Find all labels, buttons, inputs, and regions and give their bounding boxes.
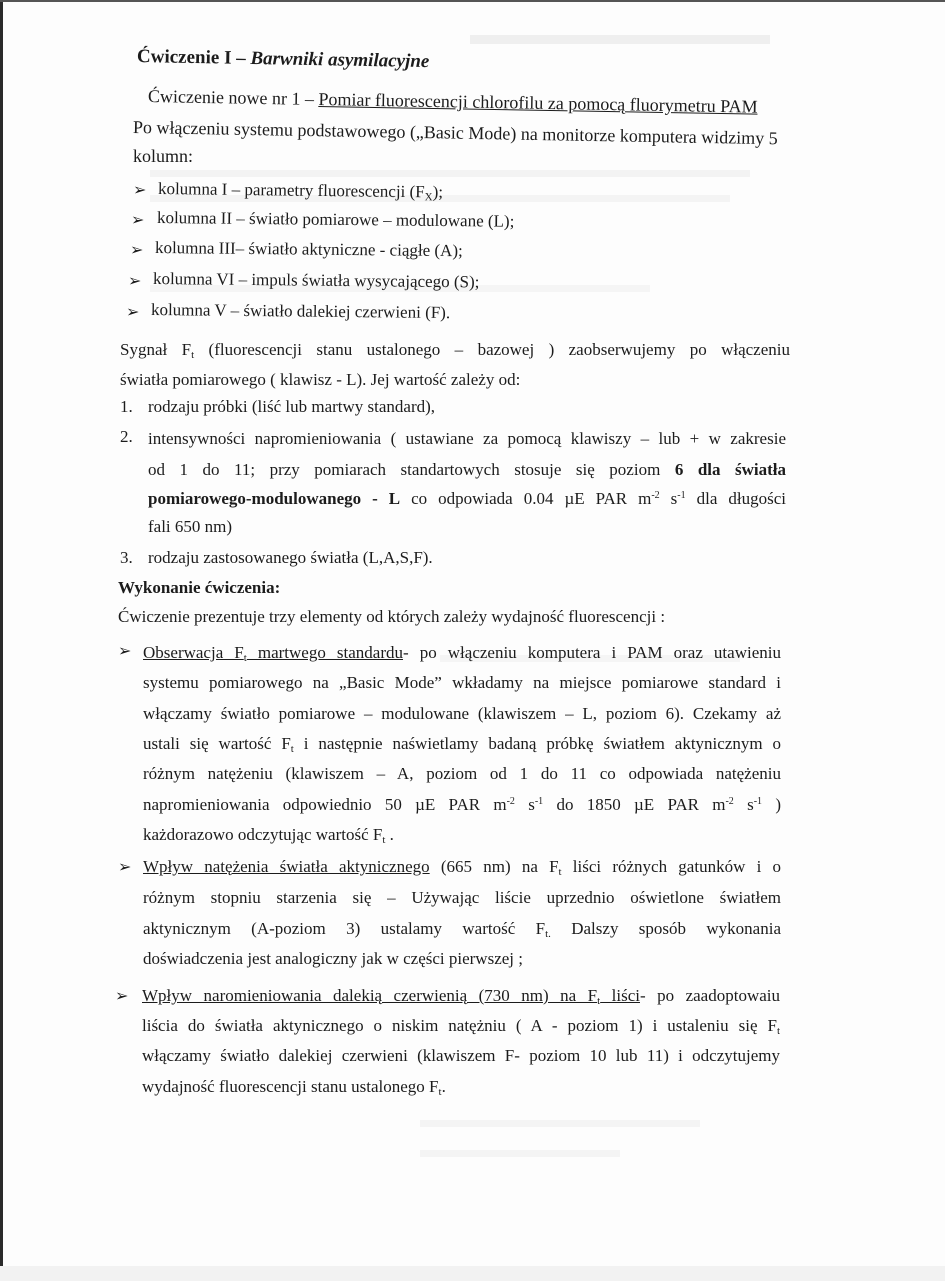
execution-intro: Ćwiczenie prezentuje trzy elementy od których zależy wydajność fluorescencji : <box>118 607 666 626</box>
arrow-bullet-icon: ➢ <box>115 988 129 1005</box>
scan-edge-left <box>0 0 3 1281</box>
arrow-bullet-icon: ➢ <box>118 643 132 660</box>
item-line: Obserwacja $F_t$ martwego standardu- po włączeniu komputera i PAM oraz utawieniu <box>143 643 781 664</box>
item-line: wydajność fluorescencji stanu ustalonego $F_t$. <box>142 1077 446 1098</box>
scan-edge-bottom <box>0 1266 945 1281</box>
arrow-bullet-icon: ➢ <box>131 212 145 229</box>
item-line: różnym stopniu starzenia się – Używając liście uprzednio oświetlone światłem <box>143 888 781 907</box>
item-line: różnym natężeniu (klawiszem – A, poziom od 1 do 11 co odpowiada natężeniu <box>143 764 781 783</box>
signal-line-1: Sygnał $F_t$ (fluorescencji stanu ustalonego – bazowej ) zaobserwujemy po włączeniu <box>120 340 790 361</box>
list-item: kolumna V – światło dalekiej czerwieni (F). <box>150 300 451 323</box>
list-item-continuation: pomiarowego-modulowanego - L co odpowiada 0.04 µE PAR $m^{-2}$ $s^{-1}$ dla długości <box>148 489 786 508</box>
list-item: rodzaju próbki (liść lub martwy standard), <box>148 397 436 416</box>
section-heading: Wykonanie ćwiczenia: <box>118 578 281 597</box>
list-number: 1. <box>120 397 133 416</box>
arrow-bullet-icon: ➢ <box>130 242 144 259</box>
item-line: systemu pomiarowego na „Basic Mode” wkładamy na miejsce pomiarowe standard i <box>143 673 781 692</box>
intro-line-2: kolumn: <box>133 146 194 166</box>
signal-line-2: światła pomiarowego ( klawisz - L). Jej wartość zależy od: <box>120 370 521 389</box>
arrow-bullet-icon: ➢ <box>133 182 147 199</box>
list-item: kolumna VI – impuls światła wysycającego (S); <box>152 269 480 292</box>
list-item: intensywności napromieniowania ( ustawiane za pomocą klawiszy – lub + w zakresie <box>148 429 786 448</box>
list-item-continuation: fali 650 nm) <box>148 517 233 536</box>
arrow-bullet-icon: ➢ <box>126 304 140 321</box>
item-line: Wpływ naromieniowania dalekią czerwienią (730 nm) na $F_t$ liści- po zaadoptowaiu <box>142 986 780 1007</box>
item-line: Wpływ natężenia światła aktynicznego (665 nm) na $F_t$ liści różnych gatunków i o <box>143 857 781 878</box>
list-item: rodzaju zastosowanego światła (L,A,S,F). <box>148 548 433 567</box>
scan-edge-top <box>0 0 945 2</box>
list-number: 3. <box>120 548 133 567</box>
item-line: włączamy światło pomiarowe – modulowane (klawiszem – L, poziom 6). Czekamy aż <box>143 704 781 723</box>
arrow-bullet-icon: ➢ <box>118 859 132 876</box>
item-line: każdorazowo odczytując wartość $F_t$ . <box>143 825 394 846</box>
page-title: Ćwiczenie I – Barwniki asymilacyjne <box>136 46 430 73</box>
arrow-bullet-icon: ➢ <box>128 273 142 290</box>
list-item-continuation: od 1 do 11; przy pomiarach standartowych stosuje się poziom 6 dla światła <box>148 460 786 479</box>
intro-line-1: Po włączeniu systemu podstawowego („Basic Mode) na monitorze komputera widzimy 5 <box>132 117 778 149</box>
item-line: ustali się wartość $F_t$ i następnie naświetlamy badaną próbkę światłem aktynicznym o <box>143 734 781 755</box>
item-line: włączamy światło dalekiej czerwieni (klawiszem F- poziom 10 lub 11) i odczytujemy <box>142 1046 780 1065</box>
exercise-subtitle: Ćwiczenie nowe nr 1 – Pomiar fluorescencji chlorofilu za pomocą fluorymetru PAM <box>147 86 758 117</box>
list-number: 2. <box>120 427 133 446</box>
item-line: liścia do światła aktynicznego o niskim natężniu ( A - poziom 1) i ustaleniu się $F_t$ <box>142 1016 780 1037</box>
item-line: aktynicznym (A-poziom 3) ustalamy wartość $F_{t.}$ Dalszy sposób wykonania <box>143 919 781 940</box>
list-item: kolumna I – parametry fluorescencji $(F_X)$; <box>157 179 444 204</box>
list-item: kolumna III– światło aktyniczne - ciągłe (A); <box>154 238 463 261</box>
list-item: kolumna II – światło pomiarowe – modulowane (L); <box>156 208 515 231</box>
item-line: doświadczenia jest analogiczny jak w części pierwszej ; <box>143 949 523 968</box>
item-line: napromieniowania odpowiednio 50 µE PAR $m^{-2}$ $s^{-1}$ do 1850 µE PAR $m^{-2}$ $s^{-1}$ ) <box>143 795 781 814</box>
